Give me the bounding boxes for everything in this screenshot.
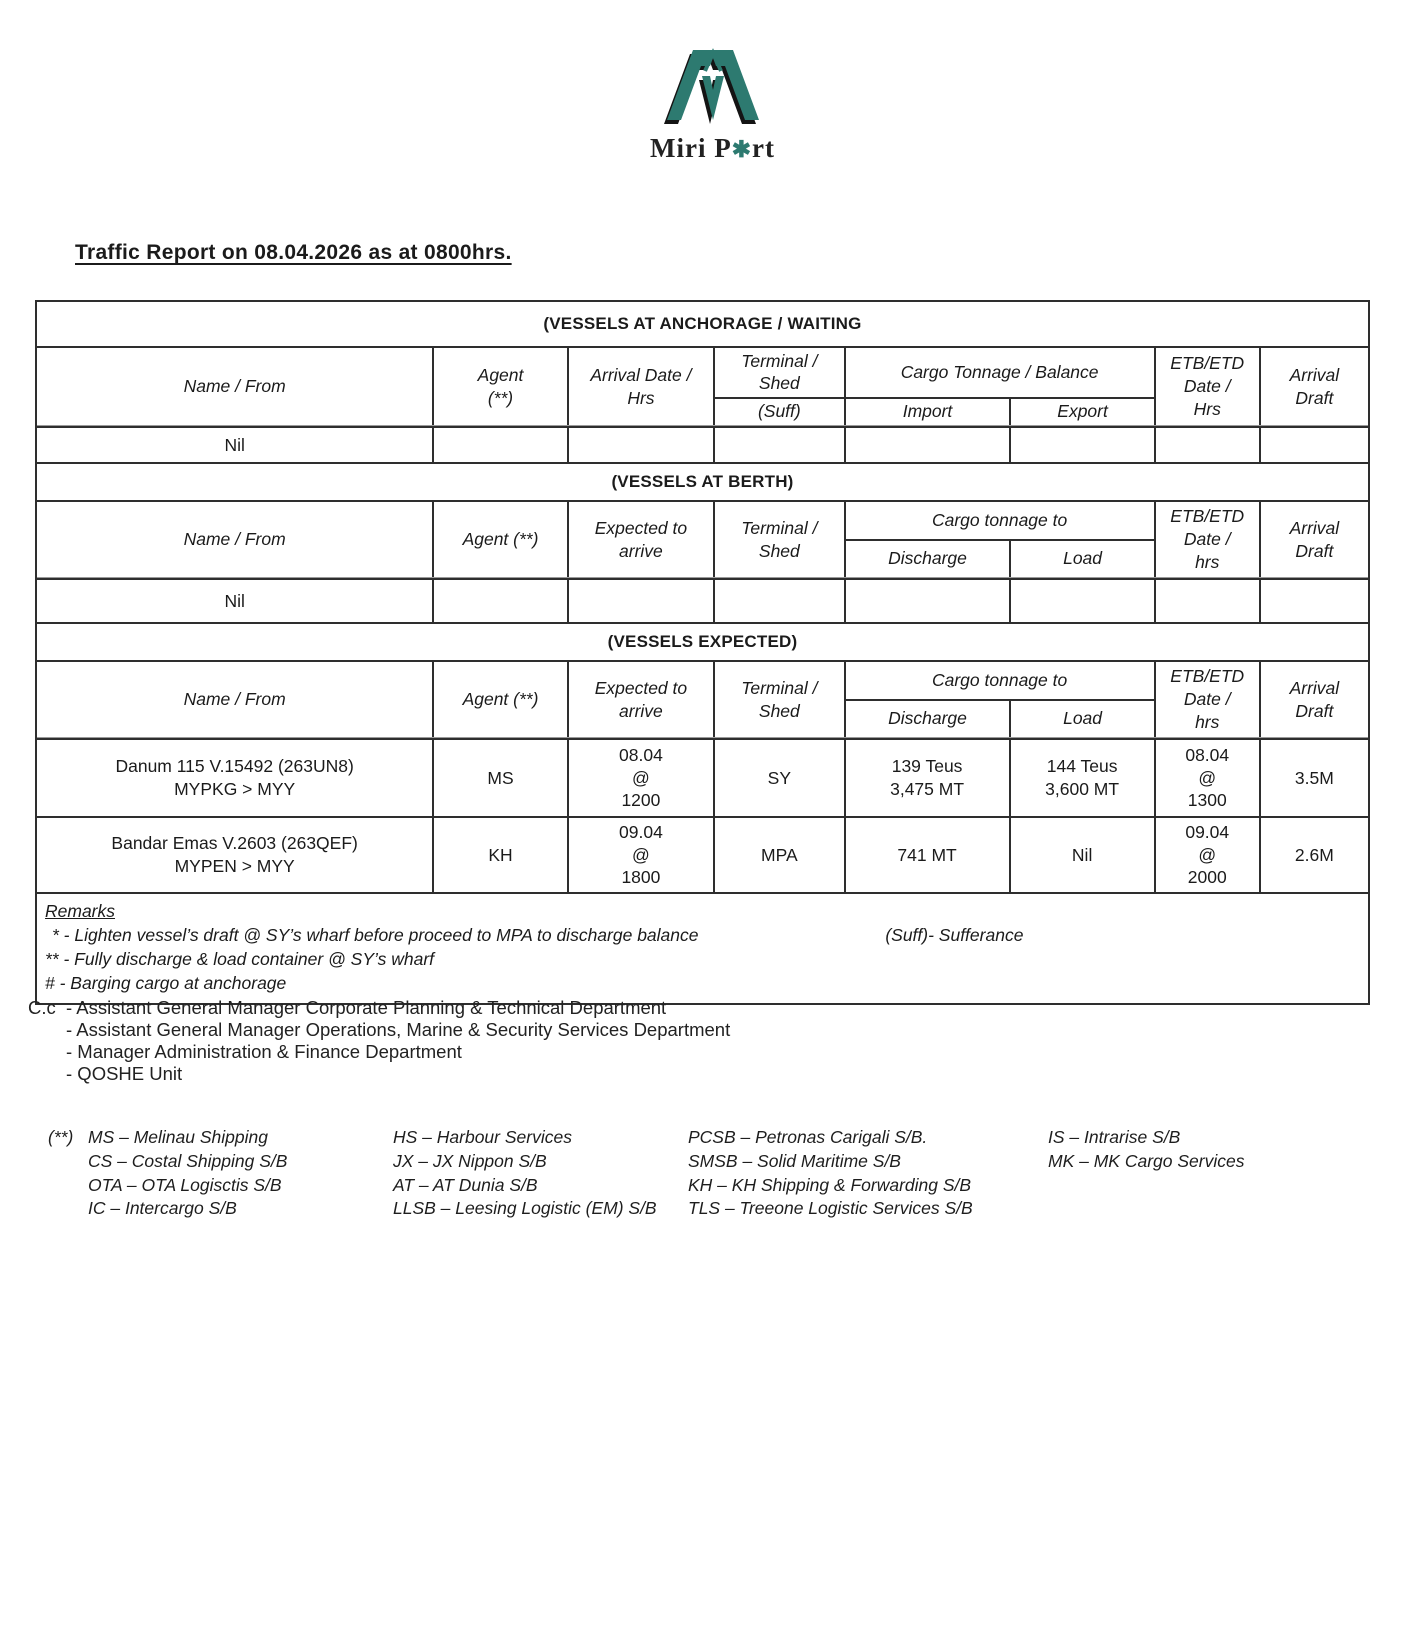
legend-item: JX – JX Nippon S/B [393,1150,547,1171]
legend-column-1 [88,1126,393,1221]
legend-item: MS – Melinau Shipping [88,1127,268,1147]
miri-port-emblem-icon [657,44,769,126]
legend-item: CS – Costal Shipping S/B [88,1150,288,1171]
legend-column-3 [688,1126,1048,1221]
expected-header-row [37,660,1368,738]
legend-item: AT – AT Dunia S/B [393,1174,538,1195]
agent-cell: MS [432,740,566,816]
cc-item: - QOSHE Unit [66,1063,183,1084]
header-etb-etd: ETB/ETD Date / hrs [1154,662,1259,737]
logo-text-right: rt [751,133,775,163]
draft-cell: 3.5M [1259,740,1368,816]
berth-nil-row [37,578,1368,622]
suff-note: (Suff)- Sufferance [885,925,1024,945]
header-discharge: Discharge [888,708,967,729]
empty-cell [1154,580,1259,622]
header-name-from: Name / From [183,376,286,397]
remarks-title: Remarks [45,901,116,921]
section-title-anchorage: (VESSELS AT ANCHORAGE / WAITING [543,314,862,333]
header-name-from: Name / From [183,689,286,710]
header-cargo-tonnage: Cargo tonnage to Discharge Load [844,502,1154,577]
header-terminal-shed: Terminal / Shed [713,502,843,577]
empty-cell [567,580,713,622]
miri-port-logo [603,44,823,164]
legend-item: SMSB – Solid Maritime S/B [688,1150,901,1171]
remark-line-3: # - Barging cargo at anchorage [45,973,287,993]
header-expected-arrive: Expected to arrive [567,662,713,737]
header-agent: Agent (**) [432,502,566,577]
vessel-row-bandar-emas [37,816,1368,892]
eta-cell: 08.04 @ 1200 [567,740,713,816]
agent-legend [48,1126,1388,1221]
etb-etd-cell: 09.04 @ 2000 [1154,818,1259,892]
header-cargo-tonnage: Cargo tonnage to Discharge Load [844,662,1154,737]
cc-prefix: C.c [28,997,56,1018]
empty-cell [844,428,1009,462]
legend-marker: (**) [48,1127,74,1147]
legend-column-2 [393,1126,688,1221]
cc-distribution-list [28,997,730,1085]
header-arrival-draft: Arrival Draft [1259,502,1368,577]
header-arrival-date: Arrival Date / Hrs [567,348,713,425]
header-expected-arrive: Expected to arrive [567,502,713,577]
legend-item: HS – Harbour Services [393,1127,572,1147]
cc-item: - Manager Administration & Finance Department [66,1041,462,1062]
empty-cell [1154,428,1259,462]
header-agent: Agent (**) [432,662,566,737]
legend-item: MK – MK Cargo Services [1048,1150,1245,1171]
empty-cell [567,428,713,462]
header-arrival-draft: Arrival Draft [1259,662,1368,737]
remark-line-2: ** - Fully discharge & load container @ SY’s wharf [45,949,435,969]
logo-text-left: Miri P [650,133,732,163]
legend-item: TLS – Treeone Logistic Services S/B [688,1198,973,1219]
empty-cell [844,580,1009,622]
anchorage-nil-row [37,426,1368,462]
header-cargo-tonnage: Cargo Tonnage / Balance Import Export [844,348,1154,425]
remarks-box [37,892,1368,1003]
header-etb-etd: ETB/ETD Date / hrs [1154,502,1259,577]
empty-cell [713,580,843,622]
remark-line-1: * - Lighten vessel’s draft @ SY’s wharf before proceed to MPA to discharge balance (Suff)- Sufferance [52,925,1024,945]
load-cell: 144 Teus 3,600 MT [1009,740,1154,816]
legend-item: PCSB – Petronas Carigali S/B. [688,1127,928,1147]
empty-cell [1009,580,1154,622]
empty-cell [1259,428,1368,462]
header-arrival-draft: Arrival Draft [1259,348,1368,425]
logo-star-icon: ✱ [731,137,752,162]
load-cell: Nil [1009,818,1154,892]
berth-header-row [37,500,1368,578]
empty-cell [432,580,566,622]
header-agent: Agent (**) [432,348,566,425]
vessel-name-cell: Nil [224,590,245,611]
section-title-berth: (VESSELS AT BERTH) [37,462,1368,500]
legend-item: IC – Intercargo S/B [88,1198,237,1219]
header-name-from: Name / From [183,529,286,550]
eta-cell: 09.04 @ 1800 [567,818,713,892]
vessel-name-cell: Bandar Emas V.2603 (263QEF) MYPEN > MYY [111,833,358,876]
header-discharge: Discharge [888,548,967,569]
logo-brand-text [603,133,823,164]
legend-item: LLSB – Leesing Logistic (EM) S/B [393,1198,657,1219]
vessel-row-danum-115 [37,738,1368,816]
page-title: Traffic Report on 08.04.2026 as at 0800hrs. [75,241,512,264]
legend-item: KH – KH Shipping & Forwarding S/B [688,1174,972,1195]
header-suff: (Suff) [757,401,801,422]
terminal-cell: SY [713,740,843,816]
empty-cell [713,428,843,462]
section-title-expected: (VESSELS EXPECTED) [37,622,1368,660]
etb-etd-cell: 08.04 @ 1300 [1154,740,1259,816]
vessel-name-cell: Nil [224,434,245,455]
traffic-table [35,300,1370,1005]
header-load: Load [1009,701,1153,738]
header-etb-etd: ETB/ETD Date / Hrs [1154,348,1259,425]
cc-item: - Assistant General Manager Corporate Planning & Technical Department [66,997,667,1018]
discharge-cell: 741 MT [844,818,1009,892]
empty-cell [432,428,566,462]
draft-cell: 2.6M [1259,818,1368,892]
agent-cell: KH [432,818,566,892]
header-load: Load [1009,541,1153,578]
legend-column-4 [1048,1126,1388,1221]
empty-cell [1009,428,1154,462]
legend-item: OTA – OTA Logisctis S/B [88,1174,282,1195]
vessel-name-cell: Danum 115 V.15492 (263UN8) MYPKG > MYY [115,756,354,799]
header-import: Import [902,401,953,422]
anchorage-header-row [37,346,1368,426]
header-terminal-shed: Terminal / Shed (Suff) [713,348,843,425]
header-export: Export [1009,399,1153,425]
cc-item: - Assistant General Manager Operations, Marine & Security Services Department [66,1019,731,1040]
empty-cell [1259,580,1368,622]
header-terminal-shed: Terminal / Shed [713,662,843,737]
legend-item: IS – Intrarise S/B [1048,1127,1181,1147]
discharge-cell: 139 Teus 3,475 MT [844,740,1009,816]
terminal-cell: MPA [713,818,843,892]
